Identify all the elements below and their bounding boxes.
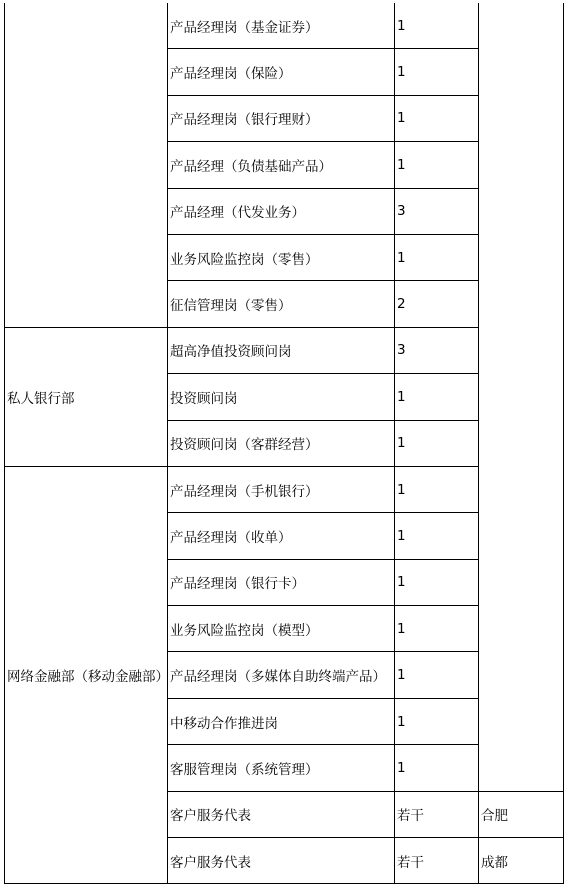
position-cell: 业务风险监控岗（模型） <box>168 606 395 652</box>
location-cell-empty <box>479 3 564 791</box>
position-cell: 征信管理岗（零售） <box>168 281 395 327</box>
position-cell: 产品经理岗（收单） <box>168 513 395 559</box>
count-cell: 1 <box>395 95 479 141</box>
count-cell: 1 <box>395 49 479 95</box>
position-cell: 产品经理岗（手机银行） <box>168 466 395 512</box>
position-cell: 业务风险监控岗（零售） <box>168 234 395 280</box>
department-cell <box>5 3 168 327</box>
count-cell: 1 <box>395 559 479 605</box>
position-cell: 产品经理（负债基础产品） <box>168 142 395 188</box>
count-cell: 1 <box>395 513 479 559</box>
location-cell: 合肥 <box>479 791 564 837</box>
position-cell: 产品经理岗（基金证券） <box>168 3 395 49</box>
position-cell: 客户服务代表 <box>168 791 395 837</box>
department-cell: 网络金融部（移动金融部） <box>5 466 168 884</box>
position-cell: 产品经理岗（多媒体自助终端产品） <box>168 652 395 698</box>
position-cell: 投资顾问岗 <box>168 374 395 420</box>
count-cell: 1 <box>395 234 479 280</box>
count-cell: 1 <box>395 652 479 698</box>
count-cell: 1 <box>395 745 479 791</box>
position-cell: 投资顾问岗（客群经营） <box>168 420 395 466</box>
position-cell: 产品经理岗（银行卡） <box>168 559 395 605</box>
count-cell: 1 <box>395 142 479 188</box>
department-cell: 私人银行部 <box>5 327 168 466</box>
count-cell: 1 <box>395 466 479 512</box>
position-cell: 客户服务代表 <box>168 838 395 884</box>
count-cell: 3 <box>395 188 479 234</box>
position-cell: 产品经理岗（保险） <box>168 49 395 95</box>
count-cell: 2 <box>395 281 479 327</box>
recruitment-table <box>4 3 564 884</box>
count-cell: 1 <box>395 420 479 466</box>
count-cell: 若干 <box>395 838 479 884</box>
position-cell: 产品经理岗（银行理财） <box>168 95 395 141</box>
count-cell: 1 <box>395 606 479 652</box>
count-cell: 1 <box>395 374 479 420</box>
position-cell: 超高净值投资顾问岗 <box>168 327 395 373</box>
count-cell: 3 <box>395 327 479 373</box>
location-cell: 成都 <box>479 838 564 884</box>
position-cell: 中移动合作推进岗 <box>168 698 395 744</box>
count-cell: 1 <box>395 698 479 744</box>
position-cell: 产品经理（代发业务） <box>168 188 395 234</box>
table-row <box>5 3 564 49</box>
position-cell: 客服管理岗（系统管理） <box>168 745 395 791</box>
count-cell: 1 <box>395 3 479 49</box>
count-cell: 若干 <box>395 791 479 837</box>
